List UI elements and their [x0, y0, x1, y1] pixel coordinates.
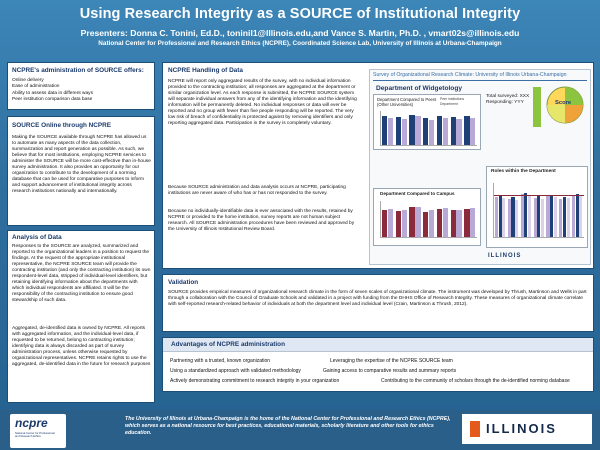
- chart-bar: [456, 119, 461, 145]
- chart-bar: [515, 200, 518, 237]
- chart-bar: [396, 211, 401, 237]
- analysis-heading: Analysis of Data: [12, 234, 62, 241]
- chart-bar: [470, 118, 475, 145]
- score-gauge: [545, 85, 585, 125]
- ncpre-logo: [10, 414, 66, 448]
- chart-bar: [409, 115, 414, 145]
- list-item: Peer institution comparison data base: [12, 96, 93, 102]
- legend-item: Department: [440, 101, 458, 106]
- advantage-item: Contributing to the community of scholars through the de-identified norming database: [381, 378, 570, 384]
- chart-bar: [423, 212, 428, 237]
- department-name: Department of Widgetology: [376, 85, 463, 92]
- list-item: Ease of administration: [12, 84, 60, 90]
- chart-bar: [443, 208, 448, 237]
- chart-bar: [464, 116, 469, 145]
- chart3-plot: [493, 183, 584, 238]
- illinois-logo-text: ILLINOIS: [486, 421, 557, 436]
- handling-p2: Because SOURCE administration and data analysis occurs at NCPRE, participating institutions are never aware of who has or has not responded to the survey.: [168, 185, 346, 196]
- poster-title: Using Research Integrity as a SOURCE of Institutional Integrity: [79, 6, 521, 22]
- chart-bar: [423, 118, 428, 145]
- chart1-legend: [440, 97, 464, 106]
- illinois-i-mark: [470, 421, 480, 437]
- chart3-panel: [486, 166, 588, 248]
- list-item: Online delivery: [12, 78, 44, 83]
- offers-heading: NCPRE's administration of SOURCE offers:: [12, 67, 144, 74]
- chart3-label: Roles within the Department: [491, 169, 556, 174]
- chart-bar: [528, 195, 531, 237]
- score-label: Score: [555, 100, 572, 106]
- chart-bar: [470, 208, 475, 237]
- aggregated-body: Aggregated, de-identified data is owned by NCPRE. All reports with aggregated information, and the individual-level data, if requested to be returned, belong to contracting institution; identifying data is always discarded as part of survey administration process, unless otherwise requested by organizational representatives. NCPRE retains rights to use the aggregated, de-identified data in the future for research purposes: [12, 326, 151, 367]
- validation-heading: Validation: [168, 279, 199, 286]
- chart-bar: [415, 207, 420, 237]
- advantages-heading: Advantages of NCPRE administration: [163, 338, 593, 352]
- divider: [373, 80, 587, 81]
- analysis-box: [7, 230, 155, 403]
- chart-bar: [409, 207, 414, 237]
- online-body: Making the SOURCE available through NCPRE has allowed us to automate as many aspects of the data collection, summarization and report generation as possible. As such, we believe that for most institutions, employing NCPRE services to administer the SOURCE will be more cost-effective than in-house survey administration. It also provides an opportunity for our organization to contribute to the development of a norming database that can be used for comparative purposes to inform and support advancement of institutional integrity across research institutions nationally and internationally.: [12, 135, 151, 194]
- responding: Responding: YYY: [486, 100, 524, 105]
- advantage-item: Leveraging the expertise of the NCPRE SOURCE team: [330, 358, 453, 364]
- legend-item: Peer institutions: [440, 97, 465, 101]
- chart-bar: [415, 116, 420, 145]
- chart-bar: [396, 117, 401, 145]
- chart-bar: [402, 210, 407, 237]
- offers-box: [7, 62, 155, 110]
- chart-bar: [464, 209, 469, 237]
- affiliation: National Center for Professional and Research Ethics (NCPRE), Coordinated Science Lab, University of Illinois at Urbana-Champaign: [98, 40, 502, 47]
- report-header: Survey of Organizational Research Climate: University of Illinois Urbana-Champaign: [373, 72, 567, 78]
- handling-heading: NCPRE Handling of Data: [168, 67, 243, 74]
- chart-bar: [451, 117, 456, 145]
- chart-bar: [502, 198, 505, 237]
- chart-bar: [541, 199, 544, 237]
- score-scale: [533, 87, 541, 127]
- chart2-panel: [373, 188, 481, 246]
- chart-bar: [567, 198, 570, 237]
- ncpre-subtitle: National Center for Professional and Research Ethics: [15, 431, 55, 439]
- handling-p3: Because no individually-identifiable data is ever associated with the results, retained by NCPRE or provided to the home institution, survey reports are not human subject research. All SOURCE administration procedures have been reviewed and approved by the University of Illinois Institutional Review Board.: [168, 209, 355, 232]
- chart2-plot: [380, 201, 477, 238]
- handling-p1: NCPRE will report only aggregated results of the survey, with no individual information provided to the contracting institution; all responses are aggregated at the department or similar organization level. As each response is submitted, the NCPRE SOURCE system will separate individual answers from any of the identifying information and the identifying information will be permanently deleted. No individual responses or data will ever be reported and no group with fewer than five people responding will be reported. The very low risk of breach of confidentiality is protected against by removing identifiers and only reporting aggregated data. Participation in the survey is completely voluntary.: [168, 79, 357, 126]
- report-preview: [369, 69, 591, 265]
- chart2-label: Department Compared to Campus: [380, 191, 455, 196]
- validation-box: [162, 274, 594, 332]
- chart-bar: [429, 210, 434, 237]
- chart-bar: [437, 209, 442, 237]
- advantage-item: Using a standardized approach with validated methodology: [170, 368, 301, 374]
- chart-bar: [402, 119, 407, 145]
- online-box: [7, 116, 155, 226]
- report-illinois-logo: ILLINOIS: [488, 253, 522, 259]
- presenters: Presenters: Donna C. Tonini, Ed.D., toninil1@Illinois.edu,and Vance S. Martin, Ph.D. , vmart02s@illinois.edu: [80, 28, 520, 38]
- chart-bar: [388, 209, 393, 237]
- handling-report-box: [162, 62, 594, 269]
- chart-bar: [554, 197, 557, 237]
- chart-bar: [456, 210, 461, 237]
- chart1-plot: [380, 111, 477, 146]
- analysis-body: Responses to the SOURCE are analyzed, summarized and reported to the organizational leaders in a position to request the findings. At the request of the appropriate institutional representative, the NCPRE SOURCE team will provide the contracting institution (and only the contracting institution) its own respondent-level data, stripped of individual-level identifiers, but retaining identifying information about the departments with which individual respondents are affiliated. It will be the responsibility of the contracting institution to ensure good stewardship of such data.: [12, 244, 151, 303]
- chart-bar: [382, 210, 387, 237]
- chart-bar: [429, 120, 434, 145]
- offers-list: [12, 78, 93, 103]
- reference-line: [494, 195, 584, 196]
- chart-bar: [388, 118, 393, 145]
- chart-bar: [382, 116, 387, 145]
- footer-text: The University of Illinois at Urbana-Champaign is the home of the National Center for Professional and Research Ethics (NCPRE), which serves as a national resource for best practices, educational materials, scholarly literature and other tools for ethics education.: [125, 416, 451, 436]
- advantage-item: Gaining access to comparative results and summary reports: [323, 368, 457, 374]
- online-heading: SOURCE Online through NCPRE: [12, 122, 112, 129]
- total-surveyed: Total surveyed: XXX: [486, 94, 530, 99]
- validation-body: SOURCE provides empirical measures of organizational research climate in the form of seven scales of organizational climate. The instrument was developed by Thrush, Martinson and Wells in part through a collaboration with the Council of Graduate Schools and validated in a project with funding from the DHHS Office of Research Integrity. These measures of organizational climate correlate with self-reported research-related behavior of individuals at both the department level and individual level (Crain, Martinson & Thrush, 2012).: [168, 290, 587, 307]
- chart1-panel: [373, 94, 481, 150]
- advantage-item: Actively demonstrating commitment to research integrity in your organization: [170, 378, 340, 384]
- chart-bar: [443, 118, 448, 145]
- illinois-logo: [462, 414, 592, 444]
- chart1-label: Department Compared to Peers (Other Universities): [377, 97, 437, 107]
- advantage-item: Partnering with a trusted, known organization: [170, 358, 271, 364]
- chart-bar: [451, 210, 456, 237]
- chart-bar: [437, 116, 442, 145]
- advantages-box: [162, 337, 594, 392]
- list-item: Ability to assess data in different ways: [12, 90, 93, 96]
- ncpre-logo-text: ncpre: [15, 416, 48, 430]
- chart-bar: [579, 196, 582, 237]
